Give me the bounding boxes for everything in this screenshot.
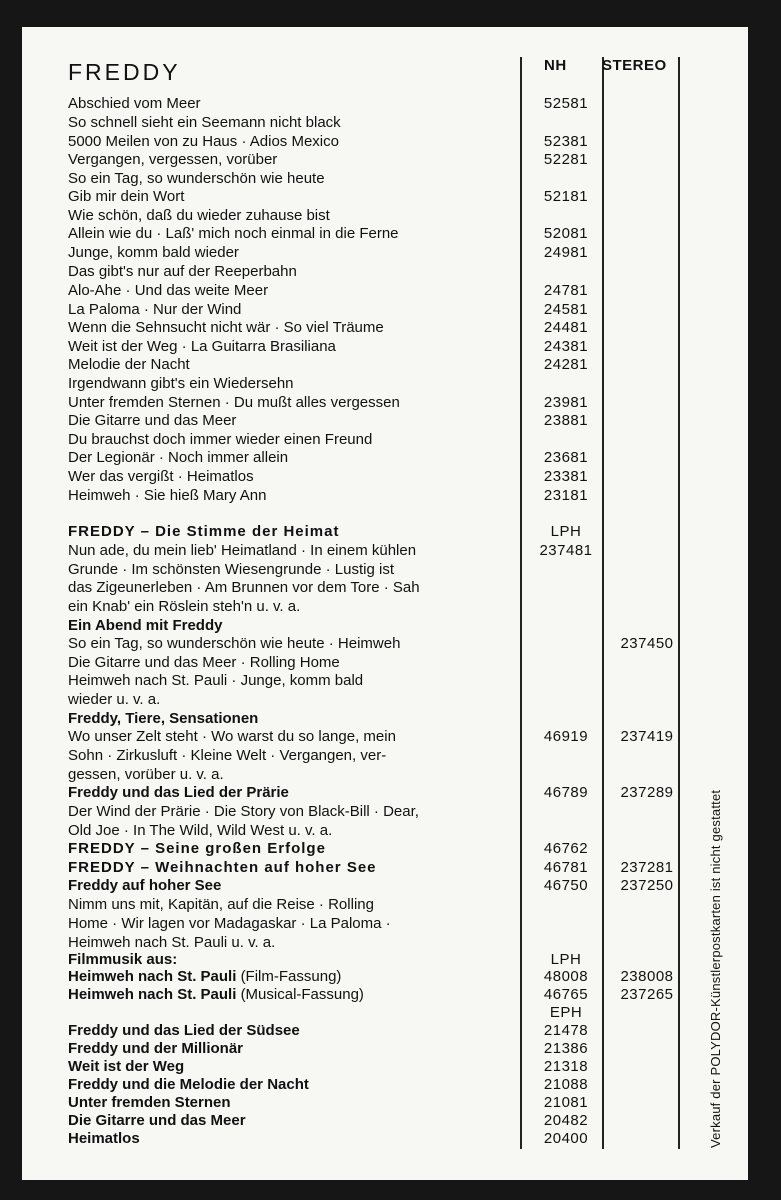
record-text: Du brauchst doch immer wieder einen Freund xyxy=(68,431,373,448)
track-list xyxy=(68,542,516,560)
record-text: Abschied vom Meer xyxy=(68,95,201,112)
catalog-number-nh: 46781 xyxy=(543,859,589,876)
record-text: Der Wind der Prärie · Die Story von Black-Bill · Dear, xyxy=(68,803,419,820)
track-list xyxy=(68,188,516,206)
track-list xyxy=(68,133,516,151)
catalog-number-nh: 237481 xyxy=(539,542,593,559)
record-text: FREDDY – Weihnachten auf hoher See xyxy=(68,859,377,876)
track-list xyxy=(68,803,516,821)
list-item xyxy=(22,598,748,616)
list-item xyxy=(22,986,748,1004)
list-item xyxy=(22,449,748,467)
track-list xyxy=(68,691,516,709)
record-title xyxy=(68,840,516,858)
catalog-number-nh: 46750 xyxy=(543,877,589,894)
list-item xyxy=(22,803,748,821)
catalog-number-stereo: 238008 xyxy=(620,968,674,985)
record-text: Junge, komm bald wieder xyxy=(68,244,239,261)
record-title xyxy=(68,617,516,635)
catalog-number-nh: 23381 xyxy=(543,468,589,485)
list-item xyxy=(22,766,748,784)
track-list xyxy=(68,654,516,672)
record-title xyxy=(68,1130,516,1148)
catalog-number-nh: 23181 xyxy=(543,487,589,504)
record-title xyxy=(68,951,516,969)
track-list xyxy=(68,449,516,467)
track-list xyxy=(68,225,516,243)
catalog-number-nh: 24581 xyxy=(543,301,589,318)
list-item xyxy=(22,114,748,132)
track-list xyxy=(68,114,516,132)
record-title xyxy=(68,1112,516,1130)
record-title xyxy=(68,1076,516,1094)
catalog-number-nh: 24281 xyxy=(543,356,589,373)
track-list xyxy=(68,244,516,262)
record-text: Wenn die Sehnsucht nicht wär · So viel Träume xyxy=(68,319,384,336)
side-note: Verkauf der POLYDOR-Künstlerpostkarten ist nicht gestattet xyxy=(708,789,723,1148)
record-text: Nun ade, du mein lieb' Heimatland · In einem kühlen xyxy=(68,542,417,559)
record-text: Melodie der Nacht xyxy=(68,356,190,373)
list-item xyxy=(22,1130,748,1148)
record-text: Heimweh nach St. Pauli xyxy=(68,968,237,985)
record-text: Weit ist der Weg · La Guitarra Brasiliana xyxy=(68,338,336,355)
catalog-number-nh: 46919 xyxy=(543,728,589,745)
record-title xyxy=(68,523,516,541)
track-list xyxy=(68,375,516,393)
catalog-number-nh: LPH xyxy=(550,951,582,968)
catalog-number-nh: 21318 xyxy=(543,1058,589,1075)
record-text: Gib mir dein Wort xyxy=(68,188,185,205)
list-item xyxy=(22,282,748,300)
record-text: Wer das vergißt · Heimatlos xyxy=(68,468,254,485)
record-text: Freddy und das Lied der Prärie xyxy=(68,784,289,801)
track-list xyxy=(68,338,516,356)
catalog-number-stereo: 237419 xyxy=(620,728,674,745)
list-item xyxy=(22,375,748,393)
track-list xyxy=(68,356,516,374)
page-title: FREDDY xyxy=(68,59,181,85)
list-item xyxy=(22,188,748,206)
record-text: Heimweh nach St. Pauli xyxy=(68,986,237,1003)
record-title xyxy=(68,784,516,802)
list-item xyxy=(22,784,748,802)
track-list xyxy=(68,170,516,188)
catalog-number-nh: 20400 xyxy=(543,1130,589,1147)
catalog-number-nh: LPH xyxy=(550,523,582,540)
catalog-number-nh: 21081 xyxy=(543,1094,589,1111)
catalog-number-nh: 23681 xyxy=(543,449,589,466)
record-title xyxy=(68,986,516,1004)
list-item xyxy=(22,133,748,151)
record-text: Freddy und die Melodie der Nacht xyxy=(68,1076,309,1093)
list-item xyxy=(22,840,748,858)
record-title xyxy=(68,710,516,728)
record-text: So ein Tag, so wunderschön wie heute · Heimweh xyxy=(68,635,401,652)
list-item xyxy=(22,579,748,597)
record-text: 5000 Meilen von zu Haus · Adios Mexico xyxy=(68,133,339,150)
list-item xyxy=(22,244,748,262)
record-title xyxy=(68,877,516,895)
list-item xyxy=(22,1004,748,1022)
column-header-stereo: STEREO xyxy=(602,57,667,74)
catalog-number-nh: EPH xyxy=(549,1004,583,1021)
record-text: das Zigeunerleben · Am Brunnen vor dem Tore · Sah xyxy=(68,579,420,596)
list-item xyxy=(22,412,748,430)
list-item xyxy=(22,654,748,672)
record-text: Freddy und das Lied der Südsee xyxy=(68,1022,300,1039)
record-text: Freddy und der Millionär xyxy=(68,1040,244,1057)
record-text: Grunde · Im schönsten Wiesengrunde · Lustig ist xyxy=(68,561,394,578)
record-text: Irgendwann gibt's ein Wiedersehn xyxy=(68,375,294,392)
track-list xyxy=(68,822,516,840)
list-item xyxy=(22,301,748,319)
record-text: Nimm uns mit, Kapitän, auf die Reise · Rolling xyxy=(68,896,374,913)
record-text: FREDDY – Die Stimme der Heimat xyxy=(68,523,340,540)
track-list xyxy=(68,151,516,169)
record-text: Freddy, Tiere, Sensationen xyxy=(68,710,259,727)
record-title xyxy=(68,1094,516,1112)
record-title xyxy=(68,1040,516,1058)
list-item xyxy=(22,896,748,914)
track-list xyxy=(68,896,516,914)
record-text: La Paloma · Nur der Wind xyxy=(68,301,242,318)
record-text: Weit ist der Weg xyxy=(68,1058,185,1075)
catalog-number-stereo: 237289 xyxy=(620,784,674,801)
record-text: Old Joe · In The Wild, Wild West u. v. a. xyxy=(68,822,333,839)
record-text: Heimatlos xyxy=(68,1130,140,1147)
list-item xyxy=(22,934,748,952)
list-item xyxy=(22,1040,748,1058)
record-text: Vergangen, vergessen, vorüber xyxy=(68,151,278,168)
track-list xyxy=(68,394,516,412)
list-item xyxy=(22,728,748,746)
postcard xyxy=(22,27,748,1180)
list-item xyxy=(22,356,748,374)
list-item xyxy=(22,468,748,486)
list-item xyxy=(22,338,748,356)
track-list xyxy=(68,263,516,281)
catalog-number-stereo: 237450 xyxy=(620,635,674,652)
track-list xyxy=(68,282,516,300)
list-item xyxy=(22,523,748,541)
catalog-number-nh: 52281 xyxy=(543,151,589,168)
list-item xyxy=(22,859,748,877)
record-text: Die Gitarre und das Meer · Rolling Home xyxy=(68,654,340,671)
track-list xyxy=(68,95,516,113)
track-list xyxy=(68,635,516,653)
catalog-number-stereo: 237281 xyxy=(620,859,674,876)
track-list xyxy=(68,579,516,597)
list-item xyxy=(22,968,748,986)
list-item xyxy=(22,394,748,412)
record-text: So ein Tag, so wunderschön wie heute xyxy=(68,170,325,187)
version-note: (Musical-Fassung) xyxy=(240,986,364,1003)
list-item xyxy=(22,95,748,113)
list-item xyxy=(22,225,748,243)
catalog-number-nh: 52081 xyxy=(543,225,589,242)
list-item xyxy=(22,822,748,840)
list-item xyxy=(22,635,748,653)
list-item xyxy=(22,691,748,709)
record-text: gessen, vorüber u. v. a. xyxy=(68,766,224,783)
record-text: Der Legionär · Noch immer allein xyxy=(68,449,289,466)
list-item xyxy=(22,617,748,635)
record-text: Wo unser Zelt steht · Wo warst du so lange, mein xyxy=(68,728,396,745)
track-list xyxy=(68,468,516,486)
list-item xyxy=(22,1112,748,1130)
catalog-number-nh: 48008 xyxy=(543,968,589,985)
track-list xyxy=(68,766,516,784)
list-item xyxy=(22,319,748,337)
catalog-number-nh: 24781 xyxy=(543,282,589,299)
list-item xyxy=(22,263,748,281)
record-text: Wie schön, daß du wieder zuhause bist xyxy=(68,207,330,224)
track-list xyxy=(68,561,516,579)
record-text: Ein Abend mit Freddy xyxy=(68,617,223,634)
record-title xyxy=(68,968,516,986)
record-text: Alo-Ahe · Und das weite Meer xyxy=(68,282,269,299)
track-list xyxy=(68,934,516,952)
list-item xyxy=(22,542,748,560)
list-item xyxy=(22,431,748,449)
catalog-number-nh: 21088 xyxy=(543,1076,589,1093)
track-list xyxy=(68,412,516,430)
catalog-number-nh: 21478 xyxy=(543,1022,589,1039)
catalog-number-nh: 23981 xyxy=(543,394,589,411)
list-item xyxy=(22,207,748,225)
record-text: Filmmusik aus: xyxy=(68,951,178,968)
record-text: Home · Wir lagen vor Madagaskar · La Paloma · xyxy=(68,915,391,932)
record-text: Unter fremden Sternen xyxy=(68,1094,231,1111)
catalog-number-nh: 24981 xyxy=(543,244,589,261)
record-title xyxy=(68,1022,516,1040)
list-item xyxy=(22,487,748,505)
catalog-number-nh: 46789 xyxy=(543,784,589,801)
track-list xyxy=(68,319,516,337)
catalog-number-nh: 24381 xyxy=(543,338,589,355)
track-list xyxy=(68,598,516,616)
column-header-nh: NH xyxy=(544,57,567,74)
list-item xyxy=(22,1076,748,1094)
record-text: Heimweh nach St. Pauli u. v. a. xyxy=(68,934,276,951)
record-text: Allein wie du · Laß' mich noch einmal in die Ferne xyxy=(68,225,399,242)
track-list xyxy=(68,431,516,449)
list-item xyxy=(22,710,748,728)
catalog-number-nh: 23881 xyxy=(543,412,589,429)
list-item xyxy=(22,561,748,579)
record-text: Freddy auf hoher See xyxy=(68,877,222,894)
list-item xyxy=(22,1094,748,1112)
list-item xyxy=(22,1022,748,1040)
record-text: Heimweh nach St. Pauli · Junge, komm bald xyxy=(68,672,364,689)
list-item xyxy=(22,170,748,188)
catalog-number-stereo: 237250 xyxy=(620,877,674,894)
record-text: Die Gitarre und das Meer xyxy=(68,412,237,429)
track-list xyxy=(68,672,516,690)
record-text: Sohn · Zirkusluft · Kleine Welt · Vergangen, ver- xyxy=(68,747,387,764)
track-list xyxy=(68,728,516,746)
list-item xyxy=(22,877,748,895)
record-text: Die Gitarre und das Meer xyxy=(68,1112,246,1129)
record-text: Unter fremden Sternen · Du mußt alles vergessen xyxy=(68,394,400,411)
record-text: So schnell sieht ein Seemann nicht black xyxy=(68,114,341,131)
catalog-number-stereo: 237265 xyxy=(620,986,674,1003)
catalog-number-nh: 52381 xyxy=(543,133,589,150)
record-title xyxy=(68,859,516,877)
list-item xyxy=(22,151,748,169)
list-item xyxy=(22,1058,748,1076)
catalog-number-nh: 21386 xyxy=(543,1040,589,1057)
catalog-number-nh: 52181 xyxy=(543,188,589,205)
track-list xyxy=(68,487,516,505)
track-list xyxy=(68,207,516,225)
list-item xyxy=(22,747,748,765)
track-list xyxy=(68,301,516,319)
list-item xyxy=(22,915,748,933)
catalog-number-nh: 46765 xyxy=(543,986,589,1003)
track-list xyxy=(68,747,516,765)
version-note: (Film-Fassung) xyxy=(240,968,342,985)
record-text: Heimweh · Sie hieß Mary Ann xyxy=(68,487,267,504)
record-text: wieder u. v. a. xyxy=(68,691,161,708)
catalog-number-nh: 24481 xyxy=(543,319,589,336)
list-item xyxy=(22,672,748,690)
catalog-number-nh: 20482 xyxy=(543,1112,589,1129)
record-text: FREDDY – Seine großen Erfolge xyxy=(68,840,326,857)
track-list xyxy=(68,915,516,933)
catalog-number-nh: 52581 xyxy=(543,95,589,112)
catalog-number-nh: 46762 xyxy=(543,840,589,857)
record-text: Das gibt's nur auf der Reeperbahn xyxy=(68,263,297,280)
list-item xyxy=(22,951,748,969)
record-text: ein Knab' ein Röslein steh'n u. v. a. xyxy=(68,598,301,615)
record-title xyxy=(68,1058,516,1076)
